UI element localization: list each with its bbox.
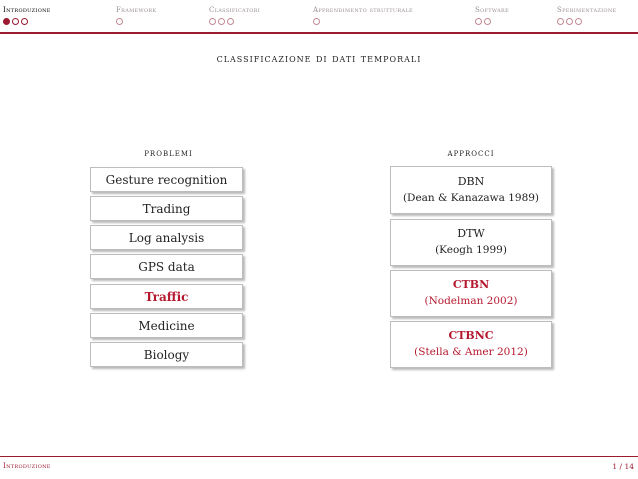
approach-name: CTBN [452, 278, 490, 291]
subsection-dot[interactable] [557, 18, 564, 25]
approach-reference: (Stella & Amer 2012) [414, 346, 528, 358]
subsection-dot[interactable] [566, 18, 573, 25]
problem-box [90, 225, 243, 250]
subsection-dot[interactable] [209, 18, 216, 25]
problem-box [90, 313, 243, 338]
problem-label: Biology [143, 347, 190, 362]
nav-section-dots [3, 18, 51, 25]
problem-box [90, 167, 243, 192]
approach-reference: (Nodelman 2002) [424, 295, 518, 307]
problem-box [90, 254, 243, 279]
nav-section-label: Software [475, 6, 510, 14]
approach-name: DBN [457, 174, 485, 188]
approach-name: DTW [457, 227, 485, 240]
subsection-dot[interactable] [12, 18, 19, 25]
subsection-dot[interactable] [484, 18, 491, 25]
problem-box [90, 342, 243, 367]
problem-box [90, 196, 243, 221]
nav-section-label: Classificatori [209, 6, 261, 14]
subsection-dot[interactable] [475, 18, 482, 25]
subsection-dot[interactable] [313, 18, 320, 25]
nav-section-label: Introduzione [3, 6, 51, 14]
nav-section-dots [313, 18, 413, 25]
nav-section-software[interactable] [475, 6, 509, 25]
subsection-dot[interactable] [218, 18, 225, 25]
nav-section-dots [116, 18, 156, 25]
nav-section-framework[interactable] [116, 6, 156, 25]
approach-reference: (Keogh 1999) [435, 244, 507, 256]
problem-box-highlighted [90, 284, 243, 309]
nav-section-apprendimento-strutturale[interactable] [313, 6, 413, 25]
nav-section-sperimentazione[interactable] [557, 6, 616, 25]
approach-box [390, 219, 552, 266]
problem-label: Log analysis [128, 230, 205, 245]
header-divider [0, 32, 638, 34]
slide-title: classificazione di dati temporali [216, 52, 422, 65]
approach-name: CTBNC [448, 329, 494, 342]
approach-box-highlighted [390, 270, 552, 317]
section-navigation [0, 0, 638, 30]
nav-section-dots [209, 18, 260, 25]
approach-box-highlighted [390, 321, 552, 368]
nav-section-label: Sperimentazione [557, 6, 617, 14]
nav-section-dots [557, 18, 616, 25]
footer-divider [0, 456, 638, 457]
subsection-dot[interactable] [116, 18, 123, 25]
approach-reference: (Dean & Kanazawa 1989) [402, 191, 540, 204]
footer-section-name[interactable]: Introduzione [3, 462, 51, 470]
nav-section-label: Apprendimento strutturale [313, 6, 413, 14]
page-number: 1 / 14 [612, 462, 634, 471]
subsection-dot[interactable] [3, 18, 10, 25]
nav-section-classificatori[interactable] [209, 6, 260, 25]
problem-label: Medicine [138, 318, 195, 333]
problems-heading: problemi [144, 148, 193, 159]
problem-label: GPS data [138, 259, 195, 274]
approaches-heading: approcci [447, 148, 495, 159]
problem-label: Traffic [144, 289, 189, 304]
subsection-dot[interactable] [575, 18, 582, 25]
nav-section-dots [475, 18, 509, 25]
problem-label: Gesture recognition [105, 172, 228, 187]
nav-section-label: Framework [116, 6, 157, 14]
problem-label: Trading [142, 201, 191, 216]
subsection-dot[interactable] [21, 18, 28, 25]
approach-box [390, 166, 552, 214]
subsection-dot[interactable] [227, 18, 234, 25]
nav-section-introduzione[interactable] [3, 6, 51, 25]
